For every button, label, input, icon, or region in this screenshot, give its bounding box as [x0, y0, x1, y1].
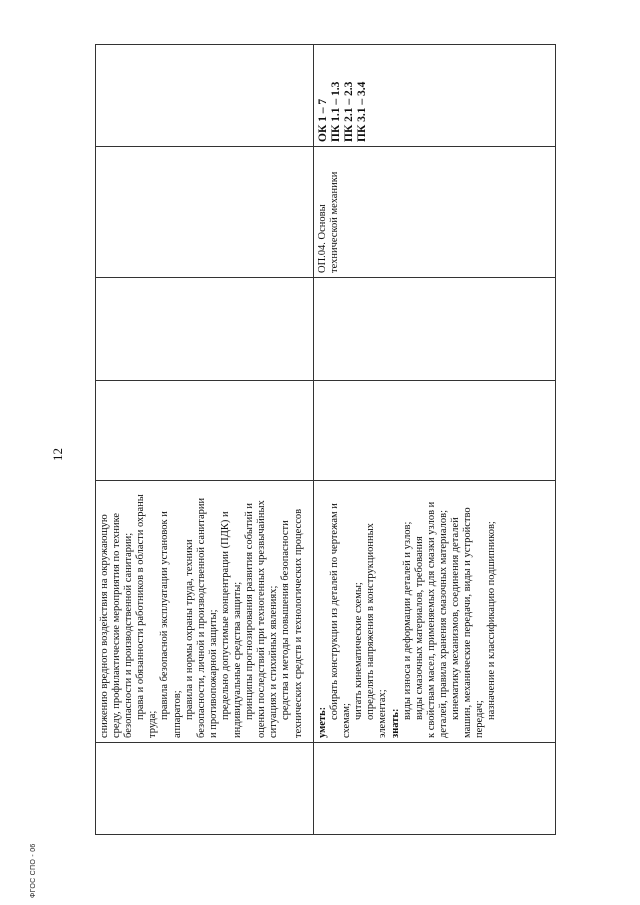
cell-hours-max	[314, 381, 556, 481]
requirement-line: к свойствам масел, применяемых для смазки узлов и	[425, 501, 437, 738]
requirement-line: назначение и классификацию подшипников;	[486, 521, 498, 720]
rotated-page-content	[95, 45, 555, 835]
table-row-mechanics	[314, 45, 556, 835]
cell-requirements	[96, 481, 314, 743]
cell-discipline	[314, 147, 556, 278]
cell-competencies	[96, 45, 314, 147]
cell-index	[96, 743, 314, 835]
requirement-line: оценки последствий при техногенных чрезвычайных	[256, 500, 268, 738]
requirement-line: передач;	[474, 700, 486, 738]
requirements-text	[99, 485, 305, 738]
requirement-line: аппаратов;	[171, 690, 183, 738]
requirement-line: правила безопасной эксплуатации установок и	[159, 511, 171, 720]
footer-standard-code: ФГОС СПО - 06	[30, 843, 37, 898]
cell-requirements	[314, 481, 556, 743]
requirement-line: виды износа и деформации деталей и узлов;	[401, 521, 413, 720]
requirement-line: ситуациях и стихийных явлениях;	[268, 585, 280, 738]
requirement-line: среду, профилактические мероприятия по технике	[111, 512, 123, 738]
cell-hours-max	[96, 381, 314, 481]
requirement-line: принципы прогнозирования развития событий и	[244, 502, 256, 720]
requirement-line: элементах;	[377, 689, 389, 738]
requirement-line: индивидуальные средства защиты;	[232, 581, 244, 738]
requirement-line: кинематику механизмов, соединения деталей	[450, 517, 462, 720]
discipline-code: ОП.04. Основы	[317, 204, 328, 273]
requirements-text	[317, 485, 498, 738]
requirement-line: труда;	[147, 710, 159, 738]
requirement-line: технических средств и технологических процессов	[292, 508, 304, 738]
competency-pk1: ПК 1.1 – 1.3	[330, 81, 342, 142]
section-heading: знать:	[389, 708, 401, 738]
page-number: 12	[50, 448, 65, 461]
competency-ok: ОК 1 – 7	[317, 98, 329, 142]
discipline-title: технической механики	[329, 171, 341, 273]
competency-pk2: ПК 2.1 – 2.3	[343, 81, 355, 142]
requirement-line: определять напряжения в конструкционных	[365, 523, 377, 720]
requirement-line: средства и методы повышения безопасности	[280, 520, 292, 720]
requirement-line: безопасности, личной и производственной санитарии	[195, 497, 207, 738]
curriculum-table	[95, 44, 556, 835]
requirement-line: права и обязанности работников в области охраны	[135, 494, 147, 720]
requirement-line: схемам;	[341, 703, 353, 738]
requirement-line: деталей, правила хранения смазочных материалов;	[437, 510, 449, 738]
cell-competencies	[314, 45, 556, 147]
requirement-line: снижению вредного воздействия на окружающую	[99, 514, 110, 738]
requirement-line: собирать конструкции из деталей по чертежам и	[329, 503, 341, 720]
requirement-line: предельно допустимые концентрации (ПДК) и	[219, 511, 231, 720]
cell-discipline	[96, 147, 314, 278]
table-row-safety	[96, 45, 314, 835]
requirement-line: машин, механические передачи, виды и устройство	[462, 507, 474, 738]
requirement-line: и противопожарной защиты;	[207, 609, 219, 738]
requirement-line: читать кинематические схемы;	[353, 582, 365, 720]
competency-pk3: ПК 3.1 – 3.4	[356, 81, 368, 142]
requirement-line: безопасности и производственной санитарии;	[123, 532, 135, 738]
cell-hours-class	[96, 278, 314, 381]
cell-index	[314, 743, 556, 835]
requirement-line: виды смазочных материалов, требования	[413, 536, 425, 720]
cell-hours-class	[314, 278, 556, 381]
requirement-line: правила и нормы охраны труда, техники	[183, 539, 195, 720]
section-heading: уметь:	[317, 706, 328, 738]
